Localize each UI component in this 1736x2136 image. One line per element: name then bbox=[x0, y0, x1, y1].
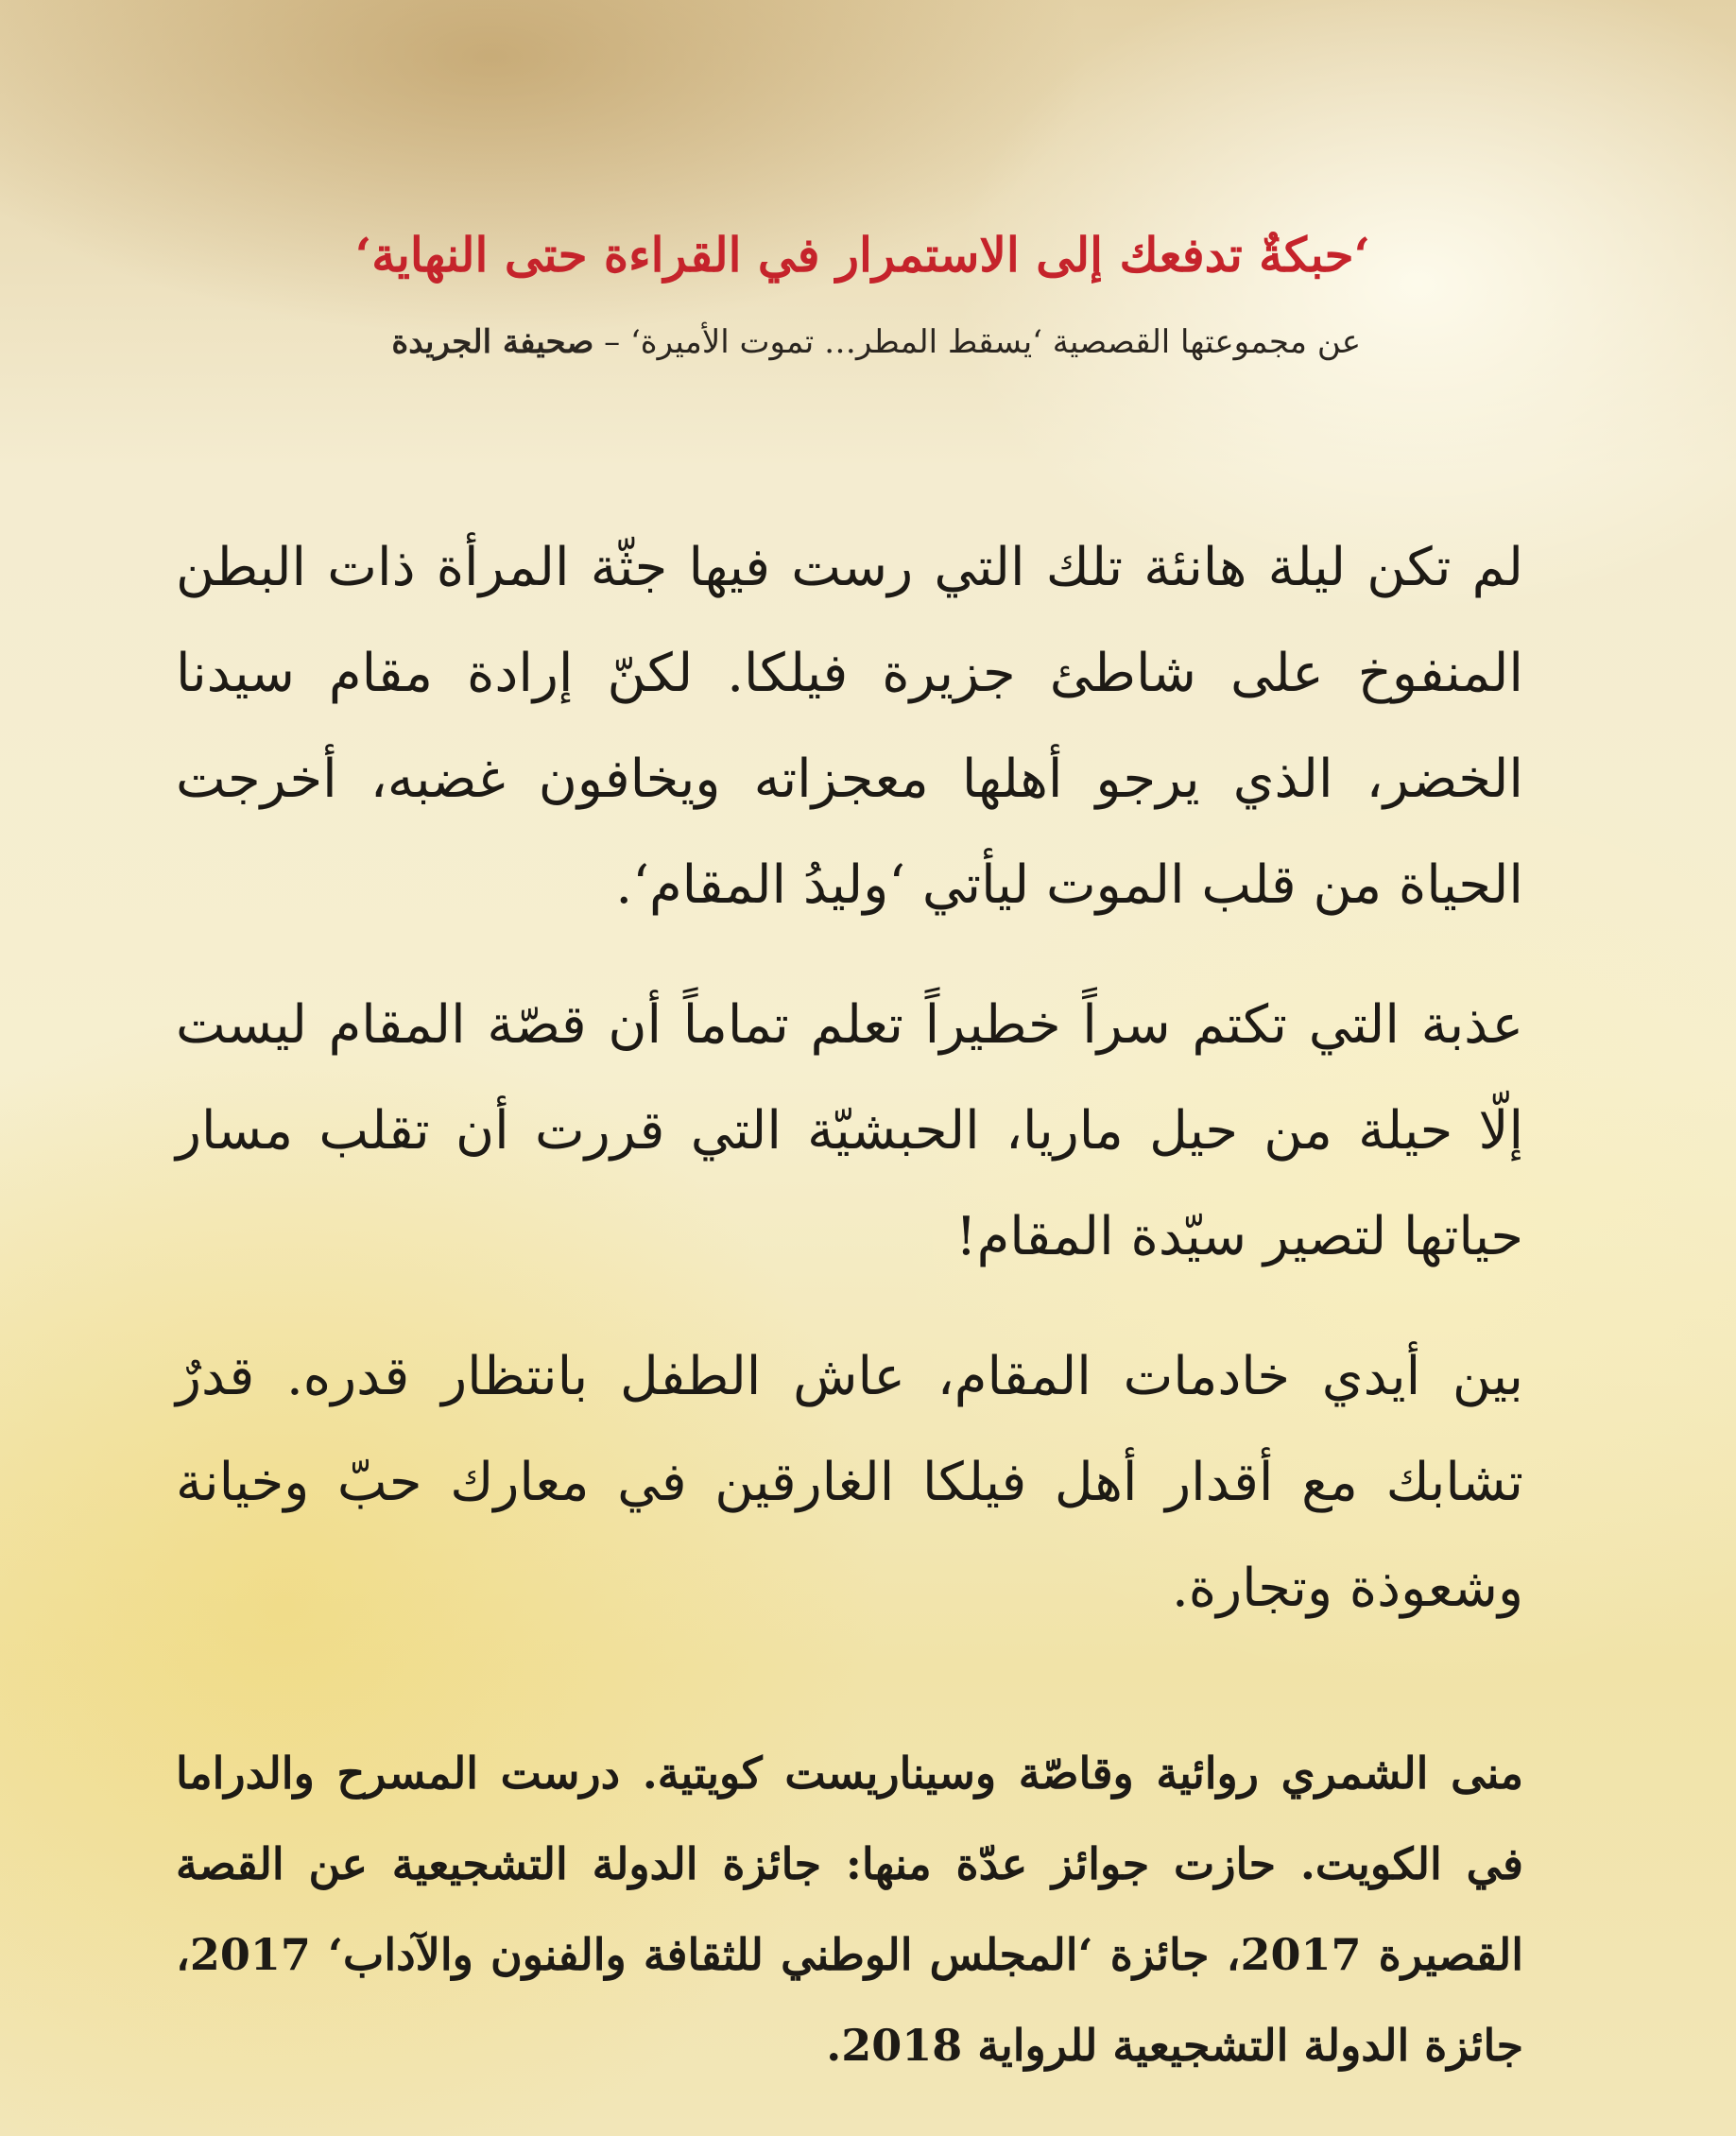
blurb-source-prefix: عن مجموعتها القصصية ‘يسقط المطر… تموت الأميرة‘ – bbox=[593, 323, 1361, 361]
synopsis bbox=[176, 515, 1523, 1676]
blurb-quote: ‘حبكةٌ تدفعك إلى الاستمرار في القراءة حتى النهاية‘ bbox=[354, 227, 1370, 283]
synopsis-paragraph-2: عذبة التي تكتم سراً خطيراً تعلم تماماً أن قصّة المقام ليست إلّا حيلة من حيل ماريا، الحبشيّة التي قررت أن تقلب مسار حياتها لتصير سيّدة المقام! bbox=[176, 994, 1523, 1267]
synopsis-paragraph-3: بين أيدي خادمات المقام، عاش الطفل بانتظار قدره. قدرٌ تشابك مع أقدار أهل فيلكا الغارقين في معارك حبّ وخيانة وشعوذة وتجارة. bbox=[176, 1346, 1523, 1619]
blurb-source bbox=[170, 321, 1361, 363]
blurb-source-name: صحيفة الجريدة bbox=[391, 323, 594, 361]
author-bio: منى الشمري روائية وقاصّة وسيناريست كويتية. درست المسرح والدراما في الكويت. حازت جوائز عدّة منها: جائزة الدولة التشجيعية عن القصة القصيرة 2017، جائزة ‘المجلس الوطني للثقافة والفنون والآداب‘ 2017، جائزة الدولة التشجيعية للرواية 2018. bbox=[176, 1748, 1523, 2071]
synopsis-paragraph-1: لم تكن ليلة هانئة تلك التي رست فيها جثّة المرأة ذات البطن المنفوخ على شاطئ جزيرة فيلكا. لكنّ إرادة مقام سيدنا الخضر، الذي يرجو أهلها معجزاته ويخافون غضبه، أخرجت الحياة من قلب الموت ليأتي ‘وليدُ المقام‘. bbox=[176, 537, 1523, 916]
